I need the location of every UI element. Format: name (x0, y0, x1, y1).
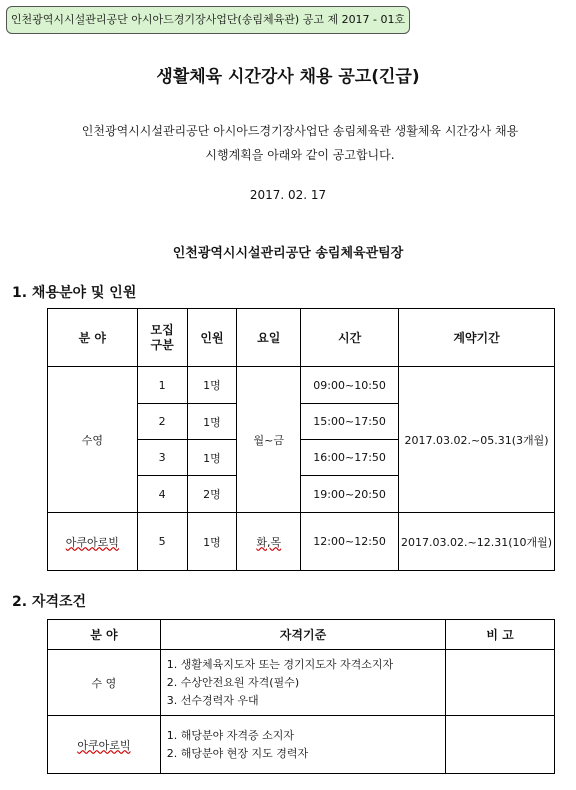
section-1-heading: 1. 채용분야 및 인원 (12, 285, 137, 301)
intro-line-2: 시행계획을 아래와 같이 공고합니다. (205, 148, 395, 162)
recruit-no: 2 (137, 404, 187, 440)
intro-text (60, 119, 540, 167)
header-days: 요일 (237, 309, 301, 367)
recruitment-table (47, 308, 555, 571)
qual-criteria-swim (160, 650, 445, 716)
table-row (48, 367, 555, 404)
aquarobic-contract-period: 2017.03.02.~12.31(10개월) (399, 513, 555, 571)
qualification-table (47, 619, 555, 774)
notice-number-tag: 인천광역시시설관리공단 아시아드경기장사업단(송림체육관) 공고 제 2017 - 01호 (6, 6, 410, 34)
recruit-no: 4 (137, 476, 187, 513)
class-time: 19:00~20:50 (301, 476, 399, 513)
header-note: 비 고 (446, 620, 555, 650)
section-2-heading: 2. 자격조건 (12, 594, 87, 610)
intro-line-1: 인천광역시시설관리공단 아시아드경기장사업단 송림체육관 생활체육 시간강사 채용 (81, 124, 519, 138)
recruit-count: 1명 (187, 440, 237, 476)
table-row (48, 716, 555, 774)
issuing-organization: 인천광역시시설관리공단 송림체육관팀장 (172, 246, 404, 261)
qual-note-aquarobic (446, 716, 555, 774)
aquarobic-days-label: 화,목 (256, 535, 282, 549)
page-title: 생활체육 시간강사 채용 공고(긴급) (156, 67, 420, 87)
qual-field-aquarobic (48, 716, 161, 774)
class-time: 12:00~12:50 (301, 513, 399, 571)
field-swim: 수영 (48, 367, 138, 513)
recruit-count: 1명 (187, 513, 237, 571)
class-time: 15:00~17:50 (301, 404, 399, 440)
swim-days: 월~금 (237, 367, 301, 513)
header-field: 분 야 (48, 620, 161, 650)
criteria-item: 1. 해당분야 자격증 소지자 (166, 728, 295, 742)
qual-note-swim (446, 650, 555, 716)
header-criteria: 자격기준 (160, 620, 445, 650)
swim-contract-period: 2017.03.02.~05.31(3개월) (399, 367, 555, 513)
aquarobic-days (237, 513, 301, 571)
header-count: 인원 (187, 309, 237, 367)
recruit-count: 2명 (187, 476, 237, 513)
qual-field-swim: 수 영 (48, 650, 161, 716)
recruit-no: 3 (137, 440, 187, 476)
criteria-item: 1. 생활체육지도자 또는 경기지도자 자격소지자 (166, 657, 394, 671)
criteria-item: 2. 해당분야 현장 지도 경력자 (166, 746, 309, 760)
criteria-item: 3. 선수경력자 우대 (166, 693, 259, 707)
table-row (48, 650, 555, 716)
field-aquarobic (48, 513, 138, 571)
criteria-item: 2. 수상안전요원 자격(필수) (166, 675, 300, 689)
recruit-count: 1명 (187, 367, 237, 404)
header-recruit-type: 모집 구분 (137, 309, 187, 367)
recruit-no: 1 (137, 367, 187, 404)
table-row (48, 513, 555, 571)
announcement-date: 2017. 02. 17 (249, 188, 327, 202)
header-time: 시간 (301, 309, 399, 367)
recruit-no: 5 (137, 513, 187, 571)
class-time: 09:00~10:50 (301, 367, 399, 404)
qual-criteria-aquarobic (160, 716, 445, 774)
qual-aquarobic-label: 아쿠아로빅 (77, 738, 131, 752)
header-contract-period: 계약기간 (399, 309, 555, 367)
header-field: 분 야 (48, 309, 138, 367)
class-time: 16:00~17:50 (301, 440, 399, 476)
recruit-count: 1명 (187, 404, 237, 440)
aquarobic-label: 아쿠아로빅 (65, 535, 119, 549)
